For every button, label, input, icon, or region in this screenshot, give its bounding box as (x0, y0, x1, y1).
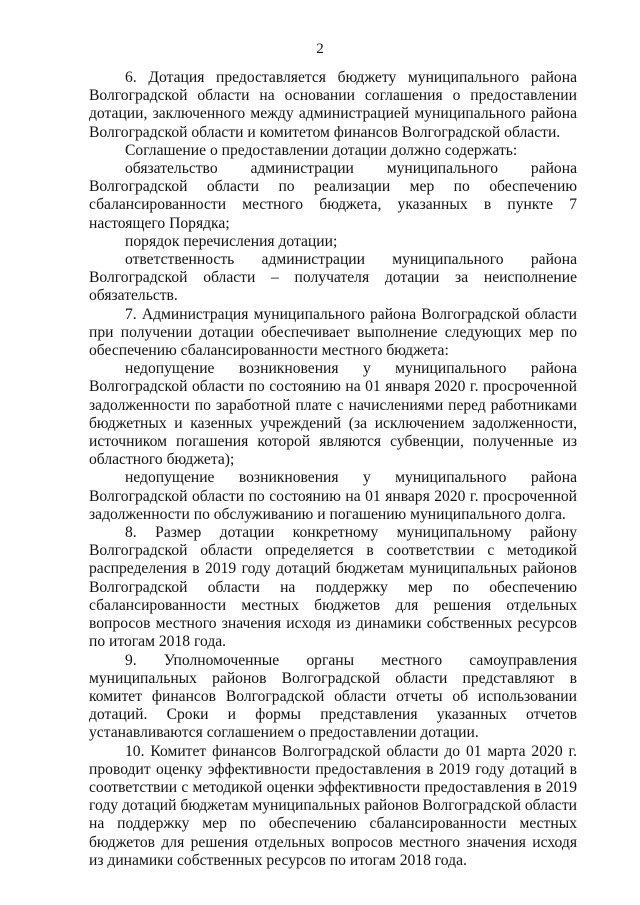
paragraph-10-evaluation: 10. Комитет финансов Волгоградской области до 01 марта 2020 г. проводит оценку эффективности предоставления в 2019 году дотаций в соответствии с методикой оценки эффективности предоставления в 2019 году дотаций бюджетам муниципальных районов Волгоградской области на поддержку мер по обеспечению сбалансированности местных бюджетов для решения отдельных вопросов местного значения исходя из динамики собственных ресурсов по итогам 2018 года. (89, 742, 577, 869)
paragraph-7-measures: 7. Администрация муниципального района Волгоградской области при получении дотации обеспечивает выполнение следующих мер по обеспечению сбалансированности местного бюджета: (89, 305, 577, 360)
paragraph-6-subsidy-basis: 6. Дотация предоставляется бюджету муниципального района Волгоградской области на основании соглашения о предоставлении дотации, заключенного между администрацией муниципального района Волгоградской области и комитетом финансов Волгоградской области. (89, 69, 577, 141)
page-number: 2 (316, 41, 324, 57)
paragraph-agreement-contents: Соглашение о предоставлении дотации должно содержать: (125, 141, 518, 159)
paragraph-responsibility: ответственность администрации муниципального района Волгоградской области – получателя дотации за неисполнение обязательств. (89, 251, 577, 305)
paragraph-wage-arrears: недопущение возникновения у муниципального района Волгоградской области по состоянию на 01 января 2020 г. просроченной задолженности по заработной плате с начислениями перед работниками бюджетных и казенных учреждений (за исключением задолженности, источником погашения которой являются субвенции, полученные из областного бюджета); (89, 360, 577, 469)
paragraph-9-reports: 9. Уполномоченные органы местного самоуправления муниципальных районов Волгоградской области представляют в комитет финансов Волгоградской области отчеты об использовании дотаций. Сроки и формы представления указанных отчетов устанавливаются соглашением о предоставлении дотации. (89, 651, 577, 742)
paragraph-transfer-order: порядок перечисления дотации; (125, 232, 338, 250)
paragraph-debt-arrears: недопущение возникновения у муниципального района Волгоградской области по состоянию на 01 января 2020 г. просроченной задолженности по обслуживанию и погашению муниципального долга. (89, 469, 577, 523)
document-body (89, 69, 577, 870)
paragraph-8-subsidy-amount: 8. Размер дотации конкретному муниципальному району Волгоградской области определяется в соответствии с методикой распределения в 2019 году дотаций бюджетам муниципальных районов Волгоградской области на поддержку мер по обеспечению сбалансированности местных бюджетов для решения отдельных вопросов местного значения исходя из динамики собственных ресурсов по итогам 2018 года. (89, 524, 577, 651)
paragraph-obligation: обязательство администрации муниципального района Волгоградской области по реализации мер по обеспечению сбалансированности местного бюджета, указанных в пункте 7 настоящего Порядка; (89, 160, 577, 232)
